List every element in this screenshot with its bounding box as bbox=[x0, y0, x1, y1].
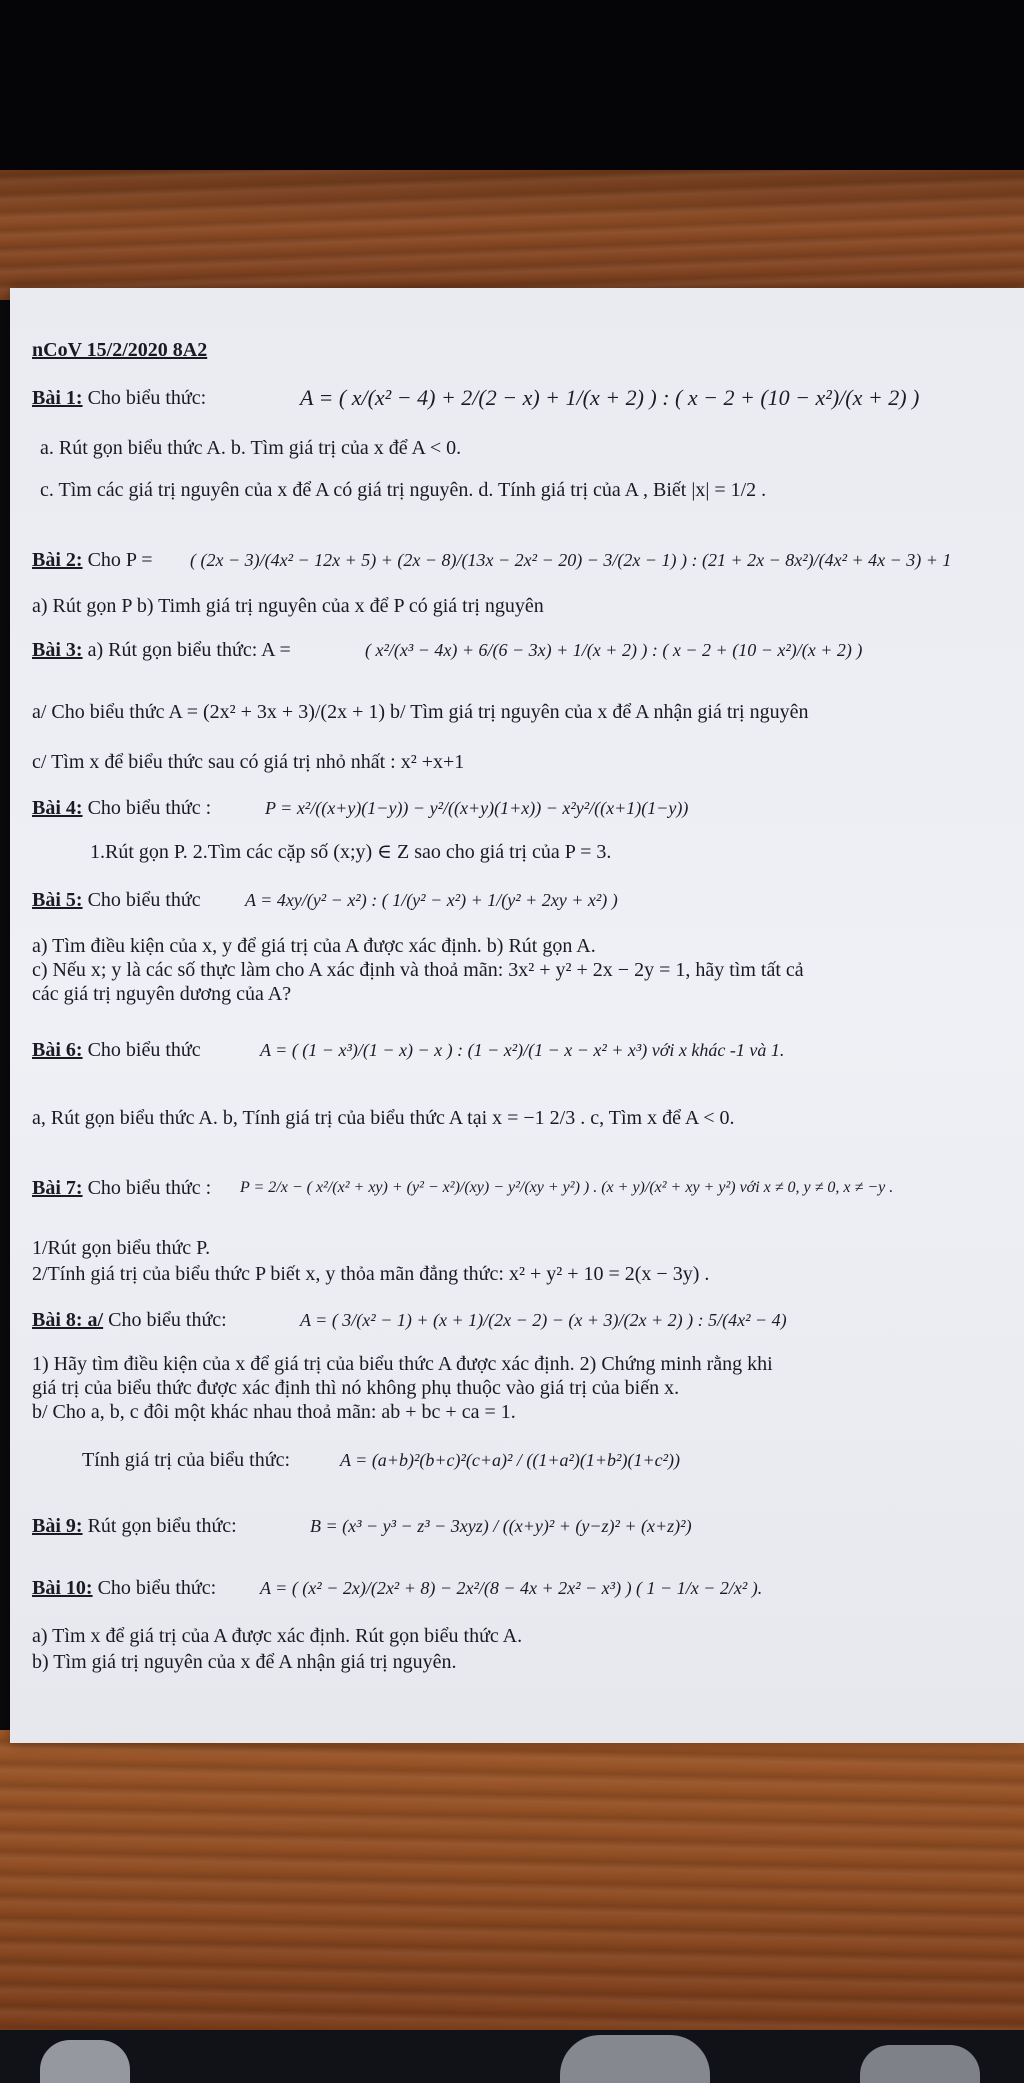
problem-text-line: a. Rút gọn biểu thức A. b. Tìm giá trị của x để A < 0. bbox=[40, 437, 462, 459]
problem-formula: ( x²/(x³ − 4x) + 6/(6 − 3x) + 1/(x + 2) ) : ( x − 2 + (10 − x²)/(x + 2) ) bbox=[365, 640, 863, 660]
problem-label: Bài 9: bbox=[32, 1515, 83, 1537]
wooden-table-top bbox=[0, 170, 1024, 300]
problem-text-line: 1.Rút gọn P. 2.Tìm các cặp số (x;y) ∈ Z sao cho giá trị của P = 3. bbox=[90, 841, 612, 863]
problem-formula: P = 2/x − ( x²/(x² + xy) + (y² − x²)/(xy) − y²/(xy + y²) ) . (x + y)/(x² + xy + y²) với x ≠ 0, y ≠ 0, x ≠ −y . bbox=[240, 1179, 894, 1196]
problem-formula: A = 4xy/(y² − x²) : ( 1/(y² − x²) + 1/(y² + 2xy + x²) ) bbox=[245, 890, 618, 910]
problem-text-line: b/ Cho a, b, c đôi một khác nhau thoả mãn: ab + bc + ca = 1. bbox=[32, 1401, 516, 1423]
problem-label: Bài 6: bbox=[32, 1039, 83, 1061]
problem-text-line: a) Tìm điều kiện của x, y để giá trị của A được xác định. b) Rút gọn A. bbox=[32, 935, 596, 957]
problem-text-line: giá trị của biểu thức được xác định thì nó không phụ thuộc vào giá trị của biến x. bbox=[32, 1377, 680, 1399]
problem-label: Bài 2: bbox=[32, 549, 83, 571]
problem-intro: Cho biểu thức bbox=[87, 1039, 201, 1061]
problem-label: Bài 1: bbox=[32, 387, 83, 409]
problem-text-line: b) Tìm giá trị nguyên của x để A nhận giá trị nguyên. bbox=[32, 1651, 457, 1673]
problem-formula: B = (x³ − y³ − z³ − 3xyz) / ((x+y)² + (y−z)² + (x+z)²) bbox=[310, 1516, 692, 1536]
problem-10 bbox=[32, 1576, 216, 1600]
problem-intro: Cho biểu thức : bbox=[87, 1177, 212, 1199]
dark-background-top bbox=[0, 0, 1024, 170]
problem-intro: Cho biểu thức bbox=[87, 889, 201, 911]
problem-5 bbox=[32, 888, 201, 912]
problem-label: Bài 8: a/ bbox=[32, 1309, 104, 1331]
problem-label: Bài 5: bbox=[32, 889, 83, 911]
worksheet-paper bbox=[10, 288, 1024, 1743]
problem-text-line: c. Tìm các giá trị nguyên của x để A có giá trị nguyên. d. Tính giá trị của A , Biết |x| = 1/2 . bbox=[40, 479, 767, 501]
problem-8 bbox=[32, 1308, 227, 1332]
problem-intro: Cho biểu thức: bbox=[97, 1577, 217, 1599]
problem-intro: Cho biểu thức: bbox=[87, 387, 207, 409]
problem-text-line: c) Nếu x; y là các số thực làm cho A xác định và thoả mãn: 3x² + y² + 2x − 2y = 1, hãy tìm tất cả bbox=[32, 959, 804, 981]
problem-6 bbox=[32, 1038, 201, 1062]
problem-1 bbox=[32, 386, 206, 410]
problem-intro: Cho biểu thức: bbox=[108, 1309, 227, 1331]
problem-formula: A = ( (x² − 2x)/(2x² + 8) − 2x²/(8 − 4x + 2x² − x³) ) ( 1 − 1/x − 2/x² ). bbox=[260, 1578, 763, 1598]
problem-text-line: 1/Rút gọn biểu thức P. bbox=[32, 1237, 211, 1259]
problem-text-line: a) Tìm x để giá trị của A được xác định. Rút gọn biểu thức A. bbox=[32, 1625, 523, 1647]
problem-intro: Cho P = bbox=[87, 549, 153, 571]
problem-text-line: 2/Tính giá trị của biểu thức P biết x, y thỏa mãn đẳng thức: x² + y² + 10 = 2(x − 3y) . bbox=[32, 1263, 710, 1285]
problem-text-line: Tính giá trị của biểu thức: bbox=[82, 1449, 290, 1471]
problem-text-line: a) Rút gọn P b) Timh giá trị nguyên của x để P có giá trị nguyên bbox=[32, 595, 544, 617]
worksheet-header: nCoV 15/2/2020 8A2 bbox=[32, 339, 208, 361]
problem-2 bbox=[32, 548, 153, 572]
fabric-patch bbox=[40, 2040, 130, 2083]
problem-formula: A = ( x/(x² − 4) + 2/(2 − x) + 1/(x + 2) ) : ( x − 2 + (10 − x²)/(x + 2) ) bbox=[300, 385, 920, 410]
problem-3 bbox=[32, 638, 291, 662]
problem-formula: ( (2x − 3)/(4x² − 12x + 5) + (2x − 8)/(13x − 2x² − 20) − 3/(2x − 1) ) : (21 + 2x − 8x²)/(4x² + 4x − 3) + 1 bbox=[190, 550, 952, 570]
problem-text-line: c/ Tìm x để biểu thức sau có giá trị nhỏ nhất : x² +x+1 bbox=[32, 751, 465, 773]
fabric-patch bbox=[560, 2035, 710, 2083]
problem-text-line: 1) Hãy tìm điều kiện của x để giá trị của biểu thức A được xác định. 2) Chứng minh rằng khi bbox=[32, 1353, 773, 1375]
problem-intro: a) Rút gọn biểu thức: A = bbox=[87, 639, 291, 661]
problem-7 bbox=[32, 1176, 211, 1200]
problem-formula: P = x²/((x+y)(1−y)) − y²/((x+y)(1+x)) − x²y²/((x+1)(1−y)) bbox=[265, 798, 689, 818]
problem-text-line: a/ Cho biểu thức A = (2x² + 3x + 3)/(2x + 1) b/ Tìm giá trị nguyên của x để A nhận giá trị nguyên bbox=[32, 701, 809, 723]
problem-text-line: các giá trị nguyên dương của A? bbox=[32, 983, 292, 1005]
problem-label: Bài 7: bbox=[32, 1177, 83, 1199]
problem-text-line: a, Rút gọn biểu thức A. b, Tính giá trị của biểu thức A tại x = −1 2/3 . c, Tìm x để A < 0. bbox=[32, 1107, 735, 1129]
problem-9 bbox=[32, 1514, 237, 1538]
problem-formula: A = ( 3/(x² − 1) + (x + 1)/(2x − 2) − (x + 3)/(2x + 2) ) : 5/(4x² − 4) bbox=[300, 1310, 787, 1330]
problem-label: Bài 3: bbox=[32, 639, 83, 661]
problem-label: Bài 10: bbox=[32, 1577, 93, 1599]
problem-intro: Rút gọn biểu thức: bbox=[87, 1515, 237, 1537]
problem-formula-secondary: A = (a+b)²(b+c)²(c+a)² / ((1+a²)(1+b²)(1+c²)) bbox=[340, 1450, 680, 1470]
problem-formula: A = ( (1 − x³)/(1 − x) − x ) : (1 − x²)/(1 − x − x² + x³) với x khác -1 và 1. bbox=[260, 1040, 785, 1060]
fabric-patch bbox=[860, 2045, 980, 2083]
problem-4 bbox=[32, 796, 211, 820]
wooden-table-bottom bbox=[0, 1730, 1024, 2030]
problem-intro: Cho biểu thức : bbox=[87, 797, 212, 819]
problem-label: Bài 4: bbox=[32, 797, 83, 819]
